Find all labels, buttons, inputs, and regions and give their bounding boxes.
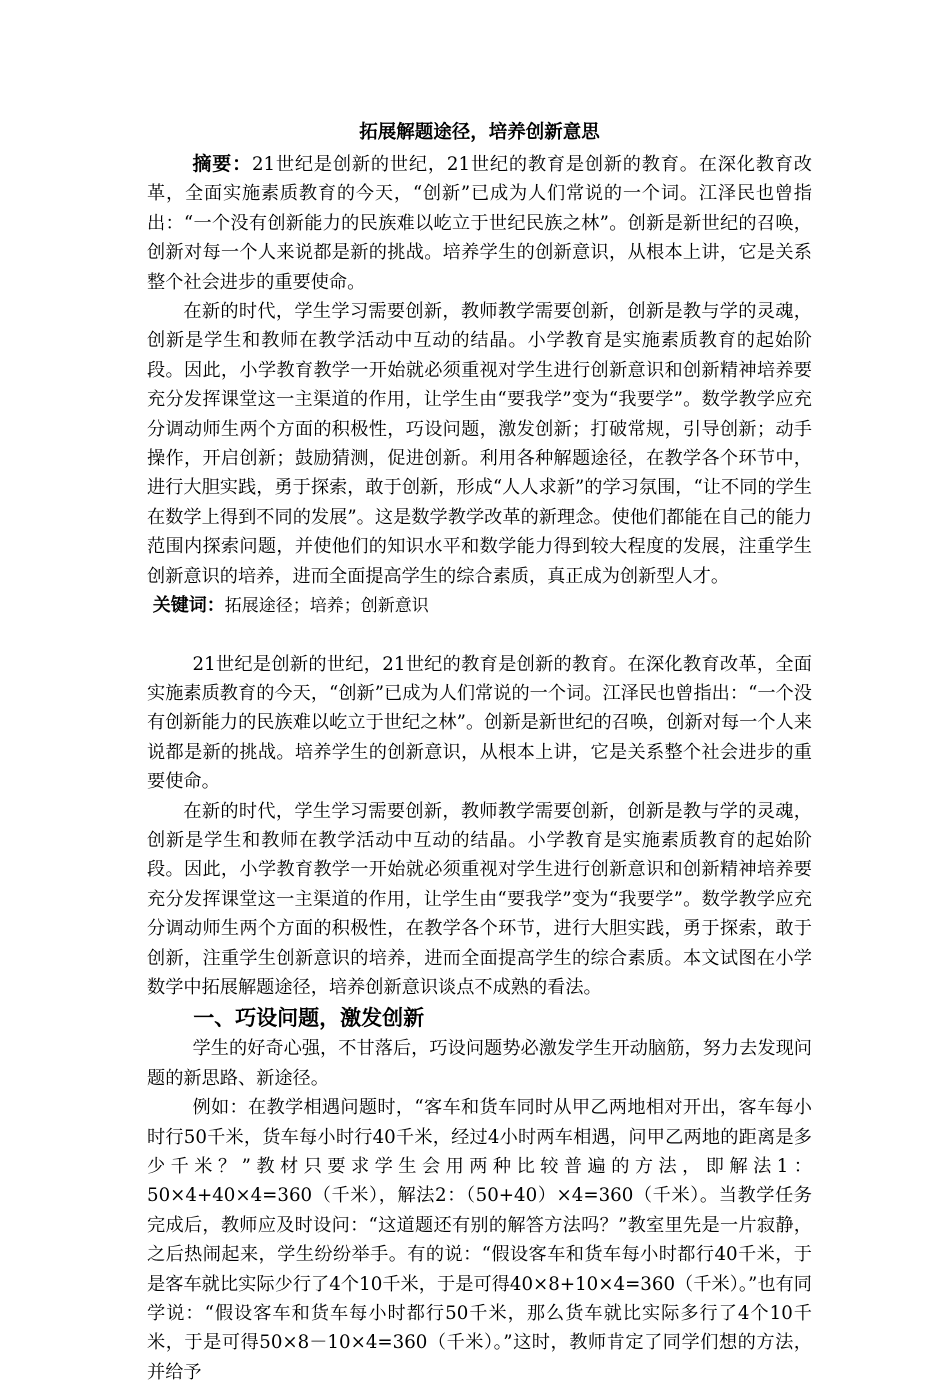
- body-paragraph-2: 在新的时代，学生学习需要创新，教师教学需要创新，创新是教与学的灵魂，创新是学生和教师在教学活动中互动的结晶。小学教育是实施素质教育的起始阶段。因此，小学教育教学一开始就必须重视对学生进行创新意识和创新精神培养要充分发挥课堂这一主渠道的作用，让学生由“要我学”变为“我要学”。数学教学应充分调动师生两个方面的积极性，在教学各个环节，进行大胆实践，勇于探索，敢于创新，注重学生创新意识的培养，进而全面提高学生的综合素质。本文试图在小学数学中拓展解题途径，培养创新意识谈点不成熟的看法。: [147, 800, 812, 998]
- section-paragraph-1: 学生的好奇心强，不甘落后，巧设问题势必激发学生开动脑筋，努力去发现问题的新思路、新途径。: [147, 1038, 812, 1089]
- abstract-paragraph-2: 在新的时代，学生学习需要创新，教师教学需要创新，创新是教与学的灵魂，创新是学生和教师在教学活动中互动的结晶。小学教育是实施素质教育的起始阶段。因此，小学教育教学一开始就必须重视对学生进行创新意识和创新精神培养要充分发挥课堂这一主渠道的作用，让学生由“要我学”变为“我要学”。数学教学应充分调动师生两个方面的积极性，巧设问题，激发创新；打破常规，引导创新；动手操作，开启创新；鼓励猜测，促进创新。利用各种解题途径，在教学各个环节中，进行大胆实践，勇于探索，敢于创新，形成“人人求新”的学习氛围，“让不同的学生在数学上得到不同的发展”。这是数学教学改革的新理念。使他们都能在自己的能力范围内探索问题，并使他们的知识水平和数学能力得到较大程度的发展，注重学生创新意识的培养，进而全面提高学生的综合素质，真正成为创新型人才。: [147, 301, 812, 587]
- body-paragraph-1: 21世纪是创新的世纪，21世纪的教育是创新的教育。在深化教育改革，全面实施素质教育的今天，“创新”已成为人们常说的一个词。江泽民也曾指出：“一个没有创新能力的民族难以屹立于世纪之林”。创新是新世纪的召唤，创新对每一个人来说都是新的挑战。培养学生的创新意识，从根本上讲，它是关系整个社会进步的重要使命。: [147, 653, 812, 793]
- keywords-line: [147, 591, 812, 621]
- document-title: 拓展解题途径，培养创新意思: [359, 122, 600, 143]
- blank-line: [147, 622, 812, 650]
- section-heading: 一、巧设问题，激发创新: [193, 1006, 425, 1031]
- keywords-text: 拓展途径；培养；创新意识: [224, 596, 429, 617]
- abstract-text: 21世纪是创新的世纪，21世纪的教育是创新的教育。在深化教育改革，全面实施素质教育的今天，“创新”已成为人们常说的一个词。江泽民也曾指出：“一个没有创新能力的民族难以屹立于世纪民族之林”。创新是新世纪的召唤，创新对每一个人来说都是新的挑战。培养学生的创新意识，从根本上讲，它是关系整个社会进步的重要使命。: [147, 154, 812, 293]
- abstract-paragraph: [147, 150, 812, 297]
- section-paragraph-2: 例如：在教学相遇问题时，“客车和货车同时从甲乙两地相对开出，客车每小时行50千米，货车每小时行40千米，经过4小时两车相遇，问甲乙两地的距离是多少千米？”教材只要求学生会用两种比较普遍的方法，即解法1：50×4+40×4=360（千米），解法2：（50+40）×4=360（千米）。当教学任务完成后，教师应及时设问：“这道题还有别的解答方法吗？”教室里先是一片寂静，之后热闹起来，学生纷纷举手。有的说：“假设客车和货车每小时都行40千米，于是客车就比实际少行了4个10千米，于是可得40×8+10×4=360（千米）。”也有同学说：“假设客车和货车每小时都行50千米，那么货车就比实际多行了4个10千米，于是可得50×8－10×4=360（千米）。”这时，教师肯定了同学们想的方法，并给予: [147, 1097, 812, 1383]
- keywords-label: 关键词：: [152, 595, 225, 617]
- document-page: [147, 118, 812, 1387]
- abstract-label: 摘要：: [192, 153, 252, 175]
